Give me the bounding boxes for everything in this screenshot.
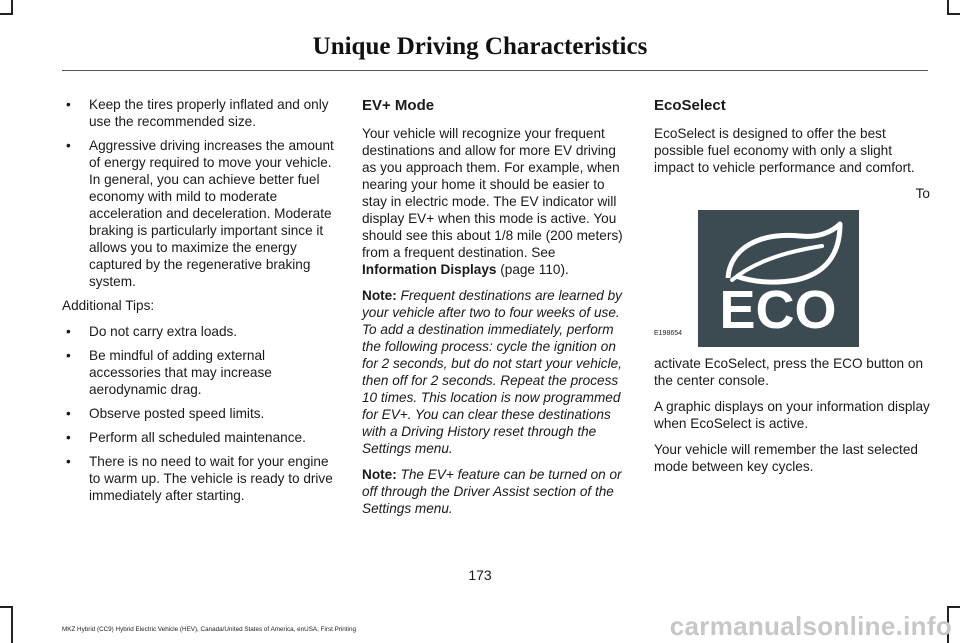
section-heading-ev-mode: EV+ Mode	[362, 97, 435, 114]
note-text: The EV+ feature can be turned on or off through the Driver Assist section of the Settings menu.	[362, 467, 622, 516]
driving-bullet-list	[62, 96, 337, 290]
list-item: • Do not carry extra loads.	[62, 323, 337, 340]
section-heading-ecoselect: EcoSelect	[654, 97, 726, 114]
column-tips	[62, 96, 337, 511]
crop-mark	[947, 13, 960, 15]
eco-label: ECO	[719, 280, 837, 340]
footer-text: MKZ Hybrid (CC9) Hybrid Electric Vehicle (HEV), Canada/United States of America, enUSA, First Printing	[62, 626, 356, 633]
note-ev-plus-toggle	[362, 466, 632, 517]
ecoselect-graphic: A graphic displays on your information display when EcoSelect is active.	[654, 399, 930, 431]
eco-leaf-icon	[698, 210, 859, 347]
list-item: • Aggressive driving increases the amount of energy required to move your vehicle. In general, you can achieve better fuel economy with mild to moderate acceleration and deceleration. Moderate braking is particularly important since it allows you to maximize the energy captured by the regenerative braking system.	[62, 137, 337, 290]
note-label: Note:	[362, 288, 397, 303]
note-label: Note:	[362, 467, 397, 482]
ecoselect-intro: EcoSelect is designed to offer the best possible fuel economy with only a slight impact to vehicle performance and comfort.	[654, 126, 915, 175]
list-item: • There is no need to wait for your engine to warm up. The vehicle is ready to drive immediately after starting.	[62, 453, 337, 504]
ev-mode-text: Your vehicle will recognize your frequent destinations and allow for more EV driving as you approach them. For example, when nearing your home it should be easier to stay in electric mode. The EV indicator will display EV+ when this mode is active. You should see this about 1/8 mile (200 meters) from a frequent destination. See	[362, 126, 623, 260]
information-displays-link[interactable]: Information Displays	[362, 262, 497, 277]
tips-heading: Additional Tips:	[62, 298, 155, 313]
ecoselect-to: To	[915, 186, 930, 201]
note-frequent-destinations	[362, 287, 632, 457]
page-reference: (page 110).	[496, 262, 569, 277]
eco-button-figure	[654, 208, 930, 343]
ev-mode-paragraph	[362, 125, 632, 278]
header-divider	[62, 70, 928, 71]
column-ecoselect	[654, 96, 930, 484]
list-item: • Perform all scheduled maintenance.	[62, 429, 337, 446]
ecoselect-activate: activate EcoSelect, press the ECO button on the center console.	[654, 356, 924, 388]
list-item: • Be mindful of adding external accessories that may increase aerodynamic drag.	[62, 347, 337, 398]
crop-mark	[11, 606, 13, 643]
ecoselect-memory: Your vehicle will remember the last selected mode between key cycles.	[654, 442, 918, 474]
list-item: • Keep the tires properly inflated and only use the recommended size.	[62, 96, 337, 130]
crop-mark	[0, 13, 13, 15]
crop-mark	[947, 606, 960, 608]
list-item: • Observe posted speed limits.	[62, 405, 337, 422]
additional-tips-list	[62, 323, 337, 504]
note-text: Frequent destinations are learned by your vehicle after two to four weeks of use. To add a destination immediately, perform the following process: cycle the ignition on for 2 seconds, but do not start your vehicle, then off for 2 seconds. Repeat the process 10 times. This location is now programmed for EV+. You can clear these destinations with a Driving History reset through the Settings menu.	[362, 288, 622, 456]
crop-mark	[0, 606, 13, 608]
page-number: 173	[468, 567, 492, 583]
figure-id: E198654	[654, 330, 683, 337]
column-ev-mode	[362, 96, 632, 526]
page-title: Unique Driving Characteristics	[312, 33, 648, 60]
watermark: carmanualsonline.info	[669, 611, 952, 641]
